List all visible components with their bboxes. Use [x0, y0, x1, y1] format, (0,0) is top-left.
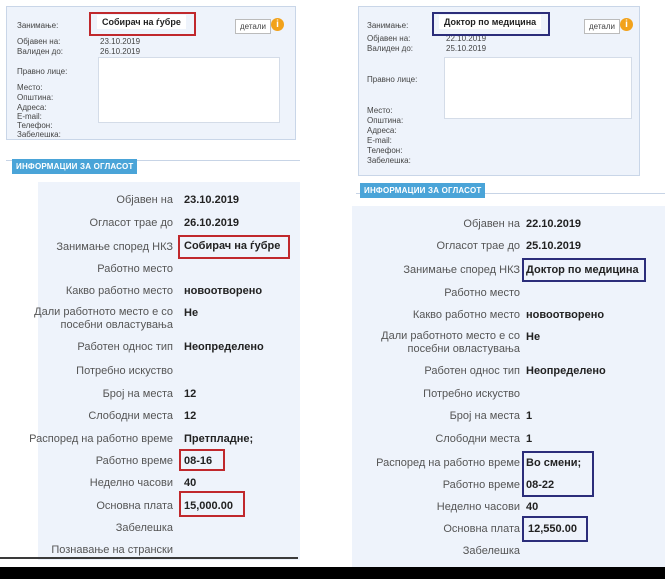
row-value-schedule: Во смени;	[526, 457, 582, 469]
section-title: ИНФОРМАЦИИ ЗА ОГЛАСОТ	[12, 159, 137, 174]
row-value-weekly-hours: 40	[526, 501, 539, 513]
highlight-base-salary	[522, 516, 588, 542]
phone-label: Телефон:	[367, 146, 403, 155]
valid-until-label: Валиден до:	[17, 47, 64, 56]
legal-entity-box	[98, 57, 280, 123]
row-label-lasts-until: Огласот трае до	[436, 240, 520, 252]
row-label-published: Објавен на	[116, 194, 173, 206]
row-label-workplace: Работно место	[444, 287, 520, 299]
row-value-working-hours: 08-22	[526, 479, 555, 491]
row-label-experience: Потребно искуство	[76, 365, 173, 377]
row-value-published: 22.10.2019	[526, 218, 582, 230]
municipality-label: Општина:	[17, 93, 54, 102]
row-label-occupation: Занимање според НКЗ	[403, 264, 520, 276]
published-value: 22.10.2019	[446, 34, 487, 43]
row-value-base-salary: 12,550.00	[528, 523, 577, 535]
row-value-free-positions: 12	[184, 410, 197, 422]
row-label-base-salary: Основна плата	[96, 500, 173, 512]
highlight-occupation	[522, 258, 646, 282]
row-label-positions: Број на места	[102, 388, 173, 400]
valid-until-value: 25.10.2019	[446, 44, 487, 53]
row-label-occupation: Занимање според НКЗ	[56, 241, 173, 253]
row-value-weekly-hours: 40	[184, 477, 197, 489]
row-label-working-hours: Работно време	[95, 455, 173, 467]
address-label: Адреса:	[367, 126, 397, 135]
row-label-weekly-hours: Неделно часови	[89, 477, 173, 489]
legal-entity-box	[444, 57, 632, 119]
row-value-schedule: Претпладне;	[184, 433, 254, 445]
occupation-title: Доктор по медицина	[439, 15, 541, 29]
row-value-employment-type: Неопределено	[526, 365, 606, 377]
legal-entity-label: Правно лице:	[17, 67, 68, 76]
phone-label: Телефон:	[17, 121, 53, 130]
details-button[interactable]: детали	[584, 19, 620, 34]
info-icon[interactable]: i	[271, 18, 284, 31]
occupation-title: Собирач на ѓубре	[97, 15, 186, 29]
row-label-free-positions: Слободни места	[435, 433, 520, 445]
highlight-base-salary	[179, 491, 245, 517]
row-value-base-salary: 15,000.00	[184, 500, 233, 512]
row-value-employment-type: Неопределено	[184, 341, 264, 353]
email-label: E-mail:	[367, 136, 392, 145]
info-icon[interactable]: i	[620, 18, 633, 31]
row-label-workplace-type: Какво работно место	[65, 285, 173, 297]
highlight-occupation-summary	[89, 12, 196, 36]
highlight-occupation-summary	[432, 12, 550, 36]
highlight-working-hours	[179, 449, 225, 471]
row-value-positions: 1	[526, 410, 533, 422]
row-label-special-authority: Дали работното место е со посебни овластувања	[381, 330, 520, 355]
row-value-published: 23.10.2019	[184, 194, 240, 206]
row-value-special-authority: Не	[184, 307, 199, 319]
highlight-schedule-hours	[522, 451, 594, 497]
row-label-working-hours: Работно време	[442, 479, 520, 491]
row-label-employment-type: Работен однос тип	[77, 341, 173, 353]
row-value-occupation: Собирач на ѓубре	[184, 240, 281, 252]
bottom-black-bar	[0, 567, 665, 579]
row-label-schedule: Распоред на работно време	[376, 457, 520, 469]
occupation-label: Занимање:	[367, 21, 409, 30]
row-label-free-positions: Слободни места	[88, 410, 173, 422]
row-label-workplace: Работно место	[97, 263, 173, 275]
legal-entity-label: Правно лице:	[367, 75, 418, 84]
row-value-working-hours: 08-16	[184, 455, 213, 467]
row-label-experience: Потребно искуство	[423, 388, 520, 400]
row-value-positions: 12	[184, 388, 197, 400]
row-label-weekly-hours: Неделно часови	[436, 501, 520, 513]
published-value: 23.10.2019	[100, 37, 141, 46]
valid-until-value: 26.10.2019	[100, 47, 141, 56]
place-label: Место:	[367, 106, 393, 115]
municipality-label: Општина:	[367, 116, 404, 125]
place-label: Место:	[17, 83, 43, 92]
row-value-workplace-type: новоотворено	[526, 309, 605, 321]
left-job-listing	[0, 0, 300, 560]
row-value-lasts-until: 25.10.2019	[526, 240, 582, 252]
row-label-languages: Познавање на странски	[51, 544, 173, 556]
row-label-published: Објавен на	[463, 218, 520, 230]
details-button[interactable]: детали	[235, 19, 271, 34]
row-label-workplace-type: Какво работно место	[412, 309, 520, 321]
highlight-occupation	[178, 235, 290, 259]
email-label: E-mail:	[17, 112, 42, 121]
valid-until-label: Валиден до:	[367, 44, 414, 53]
occupation-label: Занимање:	[17, 21, 59, 30]
row-label-employment-type: Работен однос тип	[424, 365, 520, 377]
row-value-lasts-until: 26.10.2019	[184, 217, 240, 229]
note-label: Забелешка:	[17, 130, 61, 139]
row-value-workplace-type: новоотворено	[184, 285, 263, 297]
section-title: ИНФОРМАЦИИ ЗА ОГЛАСОТ	[360, 183, 485, 198]
row-label-positions: Број на места	[449, 410, 520, 422]
note-label: Забелешка:	[367, 156, 411, 165]
right-job-listing	[352, 0, 665, 568]
published-label: Објавен на:	[17, 37, 61, 46]
row-label-lasts-until: Огласот трае до	[89, 217, 173, 229]
row-value-free-positions: 1	[526, 433, 533, 445]
address-label: Адреса:	[17, 103, 47, 112]
row-label-special-authority: Дали работното место е со посебни овластувања	[34, 306, 173, 331]
row-label-note: Забелешка	[462, 545, 520, 557]
row-label-schedule: Распоред на работно време	[29, 433, 173, 445]
published-label: Објавен на:	[367, 34, 411, 43]
row-value-occupation: Доктор по медицина	[526, 264, 639, 276]
row-value-special-authority: Не	[526, 331, 541, 343]
bottom-rule	[0, 557, 298, 559]
row-label-note: Забелешка	[115, 522, 173, 534]
row-label-base-salary: Основна плата	[443, 523, 520, 535]
